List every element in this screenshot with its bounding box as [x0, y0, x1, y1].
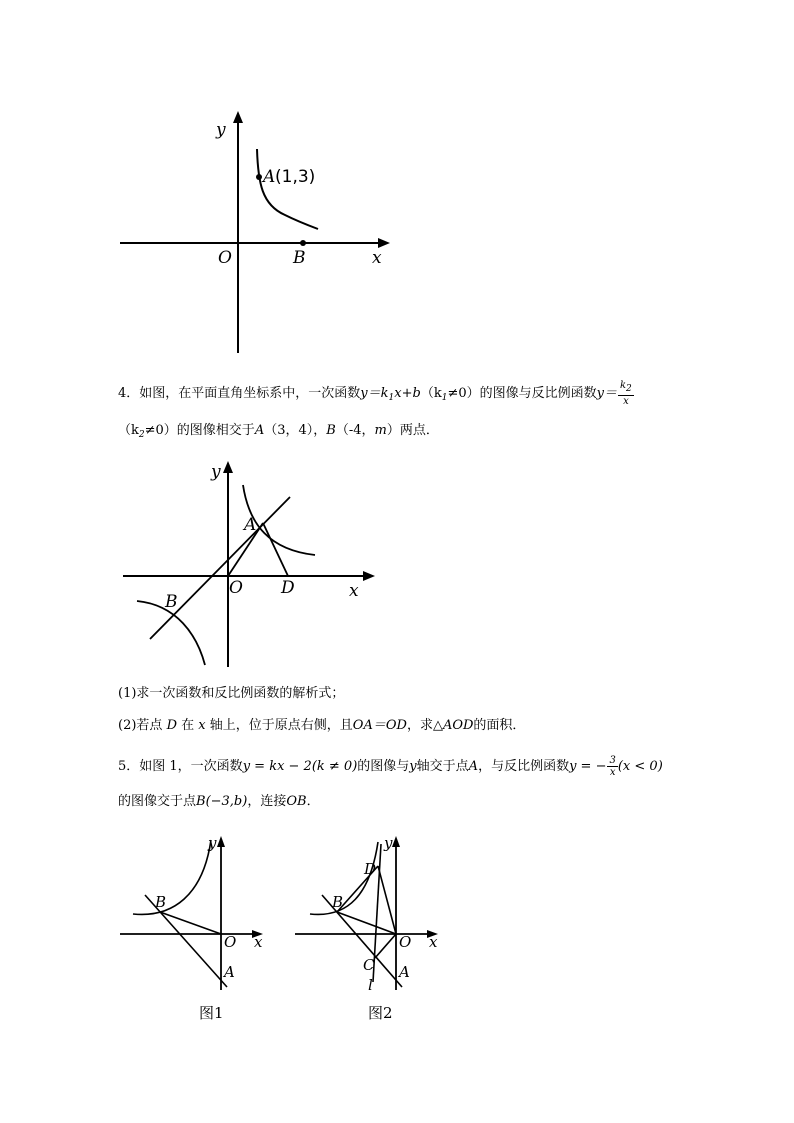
point-b-label: B	[155, 893, 167, 911]
figure-1-caption: 图1	[199, 1004, 224, 1022]
problem-text: 如图，在平面直角坐标系中，一次函数	[139, 386, 361, 401]
origin-label: O	[224, 933, 237, 951]
y-axis-label: y	[211, 462, 221, 482]
point-b-dot	[300, 240, 306, 246]
x-axis-label: x	[372, 248, 382, 268]
segment-ad	[263, 523, 288, 576]
figure-2-caption: 图2	[368, 1004, 393, 1022]
problem-5-line-2: 的图像交于点B(−3,b)，连接OB．	[118, 794, 320, 809]
linear-function: y = kx − 2(k ≠ 0)	[242, 759, 358, 774]
condition-k2: $(k_2\ne 0)$	[118, 423, 177, 440]
y-axis-label: y	[208, 834, 217, 852]
segment-co	[375, 934, 396, 958]
x-axis-arrow	[363, 571, 375, 581]
linear-function: $y=k_1x+b$	[360, 386, 421, 403]
point-a-label: A	[263, 167, 276, 187]
figure-2-graph	[115, 455, 385, 675]
y-axis-label: y	[216, 120, 226, 140]
x-axis-arrow	[378, 238, 390, 248]
point-b-label: B	[165, 592, 178, 612]
hyperbola-curve	[257, 149, 318, 229]
figure-1-graph	[110, 105, 400, 360]
hyperbola-curve	[133, 840, 211, 914]
point-a-label: A	[224, 963, 235, 981]
linear-function-line	[150, 497, 290, 639]
condition-k1: $(k_1\ne 0)$	[420, 386, 480, 403]
figure-4-graph	[290, 830, 450, 1000]
point-d-label: D	[364, 860, 377, 878]
point-a-dot	[256, 174, 262, 180]
point-b-label: B	[332, 893, 344, 911]
line-l-label: l	[368, 976, 373, 994]
x-axis-label: x	[349, 581, 359, 601]
x-axis-label: x	[254, 933, 263, 951]
question-2: (2)若点 D 在 x 轴上，位于原点右侧，且OA＝OD，求△AOD的面积．	[118, 718, 526, 733]
y-axis-arrow	[223, 461, 233, 473]
segment-do	[378, 866, 396, 934]
inverse-function: y＝ $\frac{k2}{x}$	[596, 380, 632, 407]
point-a-coords: (1,3)	[275, 167, 316, 187]
x-axis-label: x	[429, 933, 438, 951]
point-b-label: B	[293, 248, 306, 268]
point-a-label: A	[399, 963, 410, 981]
point-a-label: A	[244, 515, 257, 535]
y-axis-arrow	[233, 111, 243, 123]
figure-3-graph	[115, 830, 275, 1000]
question-1: (1)求一次函数和反比例函数的解析式；	[118, 686, 345, 701]
origin-label: O	[399, 933, 412, 951]
origin-label: O	[229, 578, 243, 598]
problem-number: 4．	[118, 386, 140, 401]
problem-5-line-1: 5．如图 1，一次函数y = kx − 2(k ≠ 0)的图像与y轴交于点A，与反比例函数y = − $\frac{3}{x}$ (x < 0)	[118, 755, 663, 778]
inverse-function: y = − $\frac{3}{x}$ (x < 0)	[569, 755, 663, 778]
y-axis-label: y	[384, 834, 393, 852]
point-d-label: D	[281, 578, 295, 598]
y-axis-arrow	[217, 836, 225, 847]
problem-4-line-1: 4．如图，在平面直角坐标系中，一次函数$y=k_1x+b(k_1\ne 0)$的图像与反比例函数y＝ $\frac{k2}{x}$	[118, 380, 632, 407]
problem-4-line-2: $(k_2\ne 0)$的图像相交于A（3，4），B（-4，m）两点．	[118, 423, 439, 440]
point-c-label: C	[363, 956, 375, 974]
y-axis-arrow	[392, 836, 400, 847]
origin-label: O	[218, 248, 232, 268]
